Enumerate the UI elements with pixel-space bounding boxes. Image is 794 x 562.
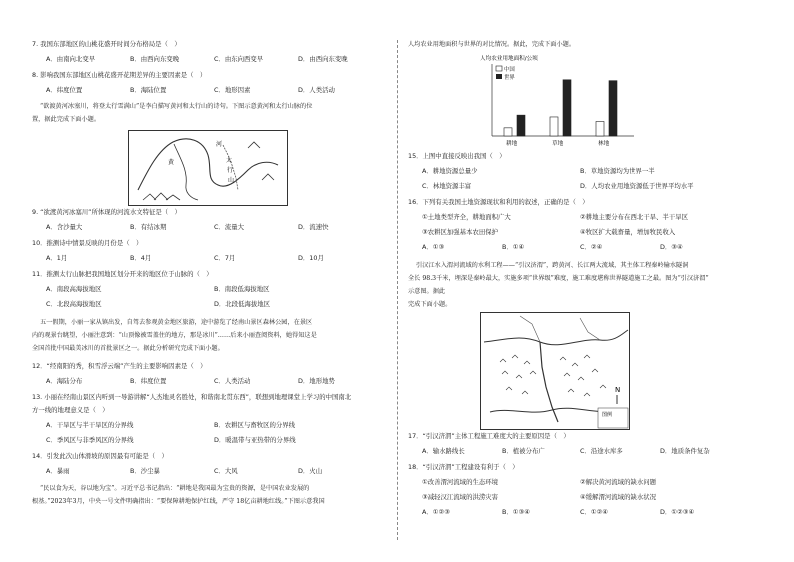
q17-option-d: D．地质条件复杂 bbox=[660, 447, 710, 455]
chart-title: 人均农业用地面积/公顷 bbox=[480, 56, 538, 62]
intro9-line2: 置，据此完成下面小题。 bbox=[32, 116, 101, 123]
q9-option-b: B．有结冰期 bbox=[130, 223, 167, 231]
yinhan-jiwei-map bbox=[480, 312, 630, 430]
q18-statement-1: ①改善渭河流域的生态环境 bbox=[422, 478, 499, 486]
q14-option-c: C．大风 bbox=[214, 467, 238, 475]
q10-stem: 10．推测诗中情景反映的月份是（ ） bbox=[32, 239, 143, 247]
q16-option-b: B．①④ bbox=[502, 243, 525, 251]
bar-耕地-世界 bbox=[517, 115, 525, 136]
intro17-line2: 全长 98.3千米，埋深是秦岭最大，实施多项“世界级”难度，施工难度堪称世界隧道施工之最。图为“引汉济渭” bbox=[408, 275, 709, 282]
bar-耕地-中国 bbox=[504, 128, 512, 136]
x-tick-label: 林地 bbox=[598, 141, 610, 147]
q17-stem: 17．“引汉济渭”主体工程施工难度大的主要原因是（ ） bbox=[408, 432, 570, 440]
land-area-bar-chart bbox=[468, 52, 638, 148]
x-tick-label: 草地 bbox=[552, 141, 564, 147]
map1-label-mountain: 太 bbox=[226, 157, 233, 164]
q7-option-b: B．由西向东变晚 bbox=[130, 55, 180, 63]
map2-north-label: N bbox=[615, 386, 621, 394]
q12-option-d: D．地形地势 bbox=[298, 377, 335, 385]
q10-option-d: D．10月 bbox=[298, 254, 324, 262]
bar-草地-世界 bbox=[563, 80, 571, 136]
q8-option-c: C．地形因素 bbox=[214, 86, 251, 94]
q13-option-b: B．农耕区与畜牧区的分界线 bbox=[214, 421, 296, 429]
q11-option-d: D．北段低海拔地区 bbox=[214, 300, 271, 308]
x-tick-label: 耕地 bbox=[506, 141, 518, 147]
q13-option-c: C．季风区与非季风区的分界线 bbox=[46, 436, 134, 444]
q16-statement-2: ②耕地主要分布在西北干旱、半干旱区 bbox=[580, 213, 688, 221]
q18-stem: 18．“引汉济渭”工程建设有利于（ ） bbox=[408, 463, 519, 471]
q9-option-d: D．流速快 bbox=[298, 223, 329, 231]
q17-option-c: C．沿途水库多 bbox=[580, 447, 623, 455]
q12-option-a: A．海陆分布 bbox=[46, 377, 83, 385]
q13-stem: 13. 小丽在经南山景区内听到一导游讲解“人杰地灵名胜处，和谐南北贯东西”，联想到地理课堂上学习的中国南北 bbox=[32, 393, 352, 401]
q7-option-d: D．由西向东变晚 bbox=[298, 55, 348, 63]
q7-option-a: A．由南向北变早 bbox=[46, 55, 96, 63]
legend-label-china: 中国 bbox=[504, 67, 515, 73]
q9-option-c: C．流量大 bbox=[214, 223, 245, 231]
q17-option-a: A．输水路线长 bbox=[422, 447, 465, 455]
column-divider bbox=[397, 40, 398, 540]
q8-option-a: A．纬度位置 bbox=[46, 86, 83, 94]
q18-option-d: D．①②③④ bbox=[660, 508, 695, 516]
q11-option-a: A．南段高海拔地区 bbox=[46, 285, 102, 293]
intro9-line1: “欲渡黄河冰塞川，将登太行雪满山”是李白描写黄河和太行山的诗句。下图示意黄河和太行山脉的位 bbox=[40, 103, 313, 110]
q7-option-c: C．由东向西变早 bbox=[214, 55, 264, 63]
q13-stem2: 方一线的地理意义是（ ） bbox=[32, 406, 109, 414]
legend-swatch-china bbox=[496, 66, 502, 71]
q10-option-c: C．7月 bbox=[214, 254, 236, 262]
q11-stem: 11．推测太行山脉把我国地区划分开来的地区位于山脉的（ ） bbox=[32, 270, 213, 278]
map2-legend-title: 图例 bbox=[602, 412, 613, 418]
q16-statement-4: ④牧区扩大载畜量，增加牧民收入 bbox=[580, 228, 676, 236]
q10-option-a: A．1月 bbox=[46, 254, 68, 262]
q18-statement-2: ②解决黄河流域的缺水问题 bbox=[580, 478, 657, 486]
q16-option-a: A．①③ bbox=[422, 243, 445, 251]
q18-statement-3: ③减轻汉江流域的洪涝灾害 bbox=[422, 493, 499, 501]
q14-option-b: B．沙尘暴 bbox=[130, 467, 160, 475]
q18-option-b: B．①③④ bbox=[502, 508, 530, 516]
intro-continuation: 人均农业用地面积与世界的对比情况。据此，完成下面小题。 bbox=[408, 41, 576, 48]
intro15-line1: “民以食为天，谷以地为宝”。习近平总书记指出：“耕地是我国最为宝贵的资源，是中国农业发展的 bbox=[40, 485, 310, 492]
map1-label-mountain2: 行 bbox=[227, 167, 234, 174]
q8-option-d: D．人类活动 bbox=[298, 86, 335, 94]
intro12-line1: 五一假期，小丽一家从镇出发，自驾去参观黄金地区旅游，途中游览了经南山景区森林公园，在景区 bbox=[40, 319, 313, 326]
intro17-line3: 示意图。据此 bbox=[408, 288, 446, 295]
q14-option-a: A．暴雨 bbox=[46, 467, 70, 475]
q14-stem: 14．引发此次山体滑坡的原因最有可能是（ ） bbox=[32, 452, 168, 460]
q10-option-b: B．4月 bbox=[130, 254, 152, 262]
yellow-river-taihang-map bbox=[128, 130, 288, 206]
intro12-line3: 全国首批中国最美冰川的首批景区之一。据此分析研究完成下面小题。 bbox=[32, 345, 224, 352]
q16-statement-3: ③农耕区加强基本农田保护 bbox=[422, 228, 499, 236]
intro17-line4: 完成下面小题。 bbox=[408, 301, 452, 308]
map1-label-river: 黄 bbox=[168, 159, 175, 166]
q18-option-a: A．①②③ bbox=[422, 508, 450, 516]
intro15-line2: 根基。”2023年3月，中央一号文件明确指出：“要保障耕地保护红线，严守 18亿亩耕地红线。”下图示意我国 bbox=[32, 498, 325, 505]
q9-stem: 9. “欲渡黄河冰塞川”所体现的河流水文特征是（ ） bbox=[32, 208, 181, 216]
map1-label-mountain3: 山 bbox=[228, 177, 235, 184]
q14-option-d: D．火山 bbox=[298, 467, 323, 475]
q18-statement-4: ④缓解渭河流域的缺水状况 bbox=[580, 493, 657, 501]
q11-option-c: C．北段高海拔地区 bbox=[46, 300, 102, 308]
bar-草地-中国 bbox=[550, 117, 558, 136]
q15-option-a: A．耕地资源总量少 bbox=[422, 167, 478, 175]
q16-option-c: C．②④ bbox=[580, 243, 603, 251]
q16-option-d: D．③④ bbox=[660, 243, 683, 251]
map1-label-river2: 河 bbox=[216, 141, 223, 148]
q12-stem: 12．“经南阳的秀，积雪浮云端”产生的主要影响因素是（ ） bbox=[32, 362, 207, 370]
q13-option-a: A．干旱区与半干旱区的分界线 bbox=[46, 421, 134, 429]
q17-option-b: B．植被分布广 bbox=[502, 447, 545, 455]
q15-option-c: C．林地资源丰富 bbox=[422, 182, 472, 190]
intro12-line2: 内的观景台眺望，小丽注意到：“山顶像被雪盖住的地方，那是冰川”……后来小丽查阅资料，她得知这是 bbox=[32, 332, 317, 339]
q13-option-d: D．暖温带与亚热带的分界线 bbox=[214, 436, 296, 444]
q8-option-b: B．海陆位置 bbox=[130, 86, 167, 94]
q12-option-c: C．人类活动 bbox=[214, 377, 251, 385]
q16-statement-1: ①土地类型齐全，耕地面积广大 bbox=[422, 213, 511, 221]
q18-option-c: C．①②④ bbox=[580, 508, 609, 516]
q7-stem: 7. 我国东部地区的山桃花盛开时间分布格局是（ ） bbox=[32, 40, 181, 48]
q16-stem: 16．下列有关我国土地资源现状和利用的叙述，正确的是（ ） bbox=[408, 198, 589, 206]
q9-option-a: A．含沙量大 bbox=[46, 223, 83, 231]
map2-legend-box bbox=[598, 408, 628, 428]
q15-option-b: B．草地资源均为世界一半 bbox=[580, 167, 655, 175]
legend-label-world: 世界 bbox=[504, 75, 515, 81]
q11-option-b: B．南段低海拔地区 bbox=[214, 285, 270, 293]
q8-stem: 8. 影响我国东部地区山桃花盛开花期差异的主要因素是（ ） bbox=[32, 71, 207, 79]
bar-林地-世界 bbox=[609, 81, 617, 136]
bar-林地-中国 bbox=[596, 121, 604, 136]
q15-option-d: D．人均农业用地资源低于世界平均水平 bbox=[580, 182, 694, 190]
q15-stem: 15．上图中直接反映出我国（ ） bbox=[408, 152, 506, 160]
legend-swatch-world bbox=[496, 74, 502, 79]
q12-option-b: B．纬度位置 bbox=[130, 377, 167, 385]
intro17-line1: 引汉江水入渭河流域的水利工程——“引汉济渭”，跨黄河、长江两大流域，其主体工程秦岭输水隧洞 bbox=[416, 262, 689, 269]
